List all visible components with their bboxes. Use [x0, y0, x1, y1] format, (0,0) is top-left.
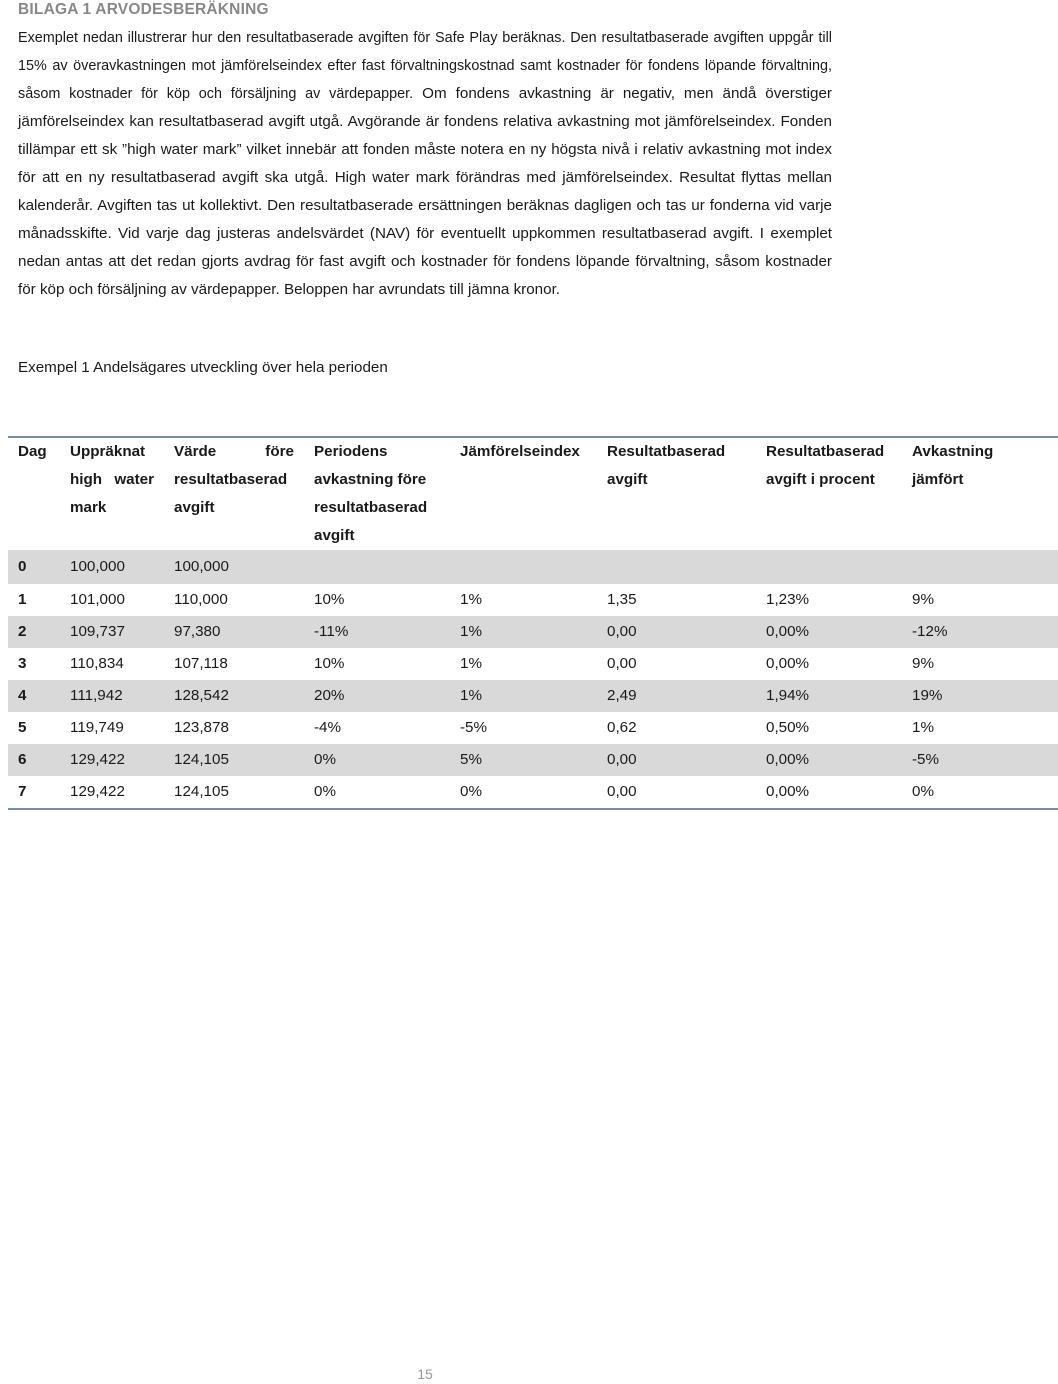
cell-high-water-mark: 129,422 — [70, 783, 125, 800]
cell-value-before-fee: 124,105 — [174, 783, 229, 800]
cell-benchmark — [450, 550, 597, 584]
cell-fee-percent: 0,00% — [756, 616, 902, 648]
fee-table — [8, 436, 1058, 810]
cell-period-return: 10% — [314, 655, 345, 672]
cell-day: 6 — [8, 744, 60, 776]
cell-fee-percent: 1,94% — [756, 680, 902, 712]
cell-relative-return: 9% — [912, 591, 934, 608]
cell-value-before-fee: 128,542 — [164, 680, 304, 712]
cell-relative-return: -5% — [902, 744, 1058, 776]
cell-day: 1 — [18, 591, 27, 608]
cell-benchmark: 1% — [450, 680, 597, 712]
cell-high-water-mark: 110,834 — [70, 655, 124, 672]
cell-fee: 0,00 — [607, 655, 637, 672]
cell-period-return: -4% — [314, 719, 342, 736]
table-row — [8, 744, 1058, 776]
cell-high-water-mark: 119,749 — [70, 719, 124, 736]
table-header-row — [8, 437, 1058, 550]
cell-value-before-fee: 107,118 — [174, 655, 228, 672]
cell-benchmark: 0% — [460, 783, 482, 800]
cell-relative-return: 9% — [912, 655, 934, 672]
header-benchmark: Jämförelseindex — [460, 443, 580, 460]
table-caption: Exempel 1 Andelsägares utveckling över hela perioden — [18, 359, 388, 376]
cell-day: 3 — [18, 655, 27, 672]
header-period-return: Periodens avkastning före resultatbaserad avgift — [314, 443, 428, 544]
cell-day: 2 — [8, 616, 60, 648]
cell-day: 4 — [8, 680, 60, 712]
cell-fee-percent: 0,50% — [766, 719, 810, 736]
cell-value-before-fee: 100,000 — [164, 550, 304, 584]
cell-value-before-fee: 110,000 — [174, 591, 228, 608]
cell-high-water-mark: 109,737 — [60, 616, 164, 648]
table-row — [8, 712, 1058, 744]
header-high-water-mark: Uppräknat high water mark — [70, 443, 154, 516]
cell-fee: 0,00 — [597, 744, 756, 776]
cell-high-water-mark: 100,000 — [60, 550, 164, 584]
cell-benchmark: 5% — [450, 744, 597, 776]
table-row — [8, 680, 1058, 712]
fee-table-container — [8, 436, 994, 810]
table-row — [8, 584, 1058, 616]
cell-fee: 1,35 — [607, 591, 637, 608]
header-performance-fee: Resultatbaserad avgift — [607, 443, 726, 488]
cell-fee: 0,00 — [597, 616, 756, 648]
cell-period-return: 0% — [304, 744, 450, 776]
cell-fee-percent — [756, 550, 902, 584]
cell-value-before-fee: 97,380 — [164, 616, 304, 648]
cell-fee: 2,49 — [597, 680, 756, 712]
cell-day: 5 — [18, 719, 27, 736]
cell-fee: 0,62 — [607, 719, 637, 736]
cell-relative-return: 19% — [902, 680, 1058, 712]
cell-fee — [597, 550, 756, 584]
cell-day: 7 — [18, 783, 27, 800]
page-heading: BILAGA 1 ARVODESBERÄKNING — [18, 1, 269, 18]
cell-period-return — [304, 550, 450, 584]
cell-high-water-mark: 129,422 — [60, 744, 164, 776]
cell-period-return: -11% — [304, 616, 450, 648]
cell-period-return: 10% — [314, 591, 345, 608]
cell-fee-percent: 0,00% — [766, 783, 810, 800]
cell-period-return: 20% — [304, 680, 450, 712]
page-number: 15 — [417, 1366, 433, 1382]
cell-benchmark: 1% — [460, 591, 482, 608]
cell-relative-return: -12% — [902, 616, 1058, 648]
table-row — [8, 648, 1058, 680]
cell-fee: 0,00 — [607, 783, 637, 800]
cell-high-water-mark: 111,942 — [60, 680, 164, 712]
header-relative-return: Avkastning jämfört — [912, 443, 994, 488]
cell-fee-percent: 1,23% — [766, 591, 810, 608]
table-body — [8, 550, 1058, 809]
paragraph-part-1: Exemplet nedan illustrerar hur den resultatbaserade avgiften för Safe Play beräknas. Den resultatbaserade avgiften uppgår till 15% av överavkastningen mot jämförelseindex efter fast förvaltningskostnad samt kostnader för fondens löpande förvaltning, såsom kostnader för köp och försäljning av värdepapper. — [18, 30, 832, 102]
cell-high-water-mark: 101,000 — [70, 591, 125, 608]
cell-fee-percent: 0,00% — [756, 744, 902, 776]
table-row — [8, 616, 1058, 648]
header-fee-percent: Resultatbaserad avgift i procent — [766, 443, 885, 488]
header-value-before-fee: Värde före resultatbaserad avgift — [174, 443, 294, 516]
body-paragraph — [18, 24, 832, 304]
cell-benchmark: 1% — [460, 655, 482, 672]
header-dag: Dag — [18, 443, 47, 460]
cell-benchmark: 1% — [450, 616, 597, 648]
cell-benchmark: -5% — [460, 719, 488, 736]
cell-relative-return: 1% — [912, 719, 934, 736]
cell-fee-percent: 0,00% — [766, 655, 810, 672]
cell-period-return: 0% — [314, 783, 336, 800]
cell-relative-return: 0% — [912, 783, 934, 800]
paragraph-part-2: Om fondens avkastning är negativ, men ändå överstiger jämförelseindex kan resultatbaserad avgift utgå. Avgörande är fondens relativa avkastning mot jämförelseindex. Fonden tillämpar ett sk ”high water mark” vilket innebär att fonden måste notera en ny högsta nivå i relativ avkastning mot index för att en ny resultatbaserad avgift ska utgå. High water mark förändras med jämförelseindex. Resultat flyttas mellan kalenderår. Avgiften tas ut kollektivt. Den resultatbaserade ersättningen beräknas dagligen och tas ur fonderna vid varje månadsskifte. Vid varje dag justeras andelsvärdet (NAV) för eventuellt uppkommen resultatbaserad avgift. I exemplet nedan antas att det redan gjorts avdrag för fast avgift och kostnader för fondens löpande förvaltning, såsom kostnader för köp och försäljning av värdepapper. Beloppen har avrundats till jämna kronor. — [18, 85, 832, 298]
cell-value-before-fee: 123,878 — [174, 719, 229, 736]
cell-relative-return — [902, 550, 1058, 584]
cell-day: 0 — [8, 550, 60, 584]
table-row — [8, 550, 1058, 584]
cell-value-before-fee: 124,105 — [164, 744, 304, 776]
table-row — [8, 776, 1058, 809]
